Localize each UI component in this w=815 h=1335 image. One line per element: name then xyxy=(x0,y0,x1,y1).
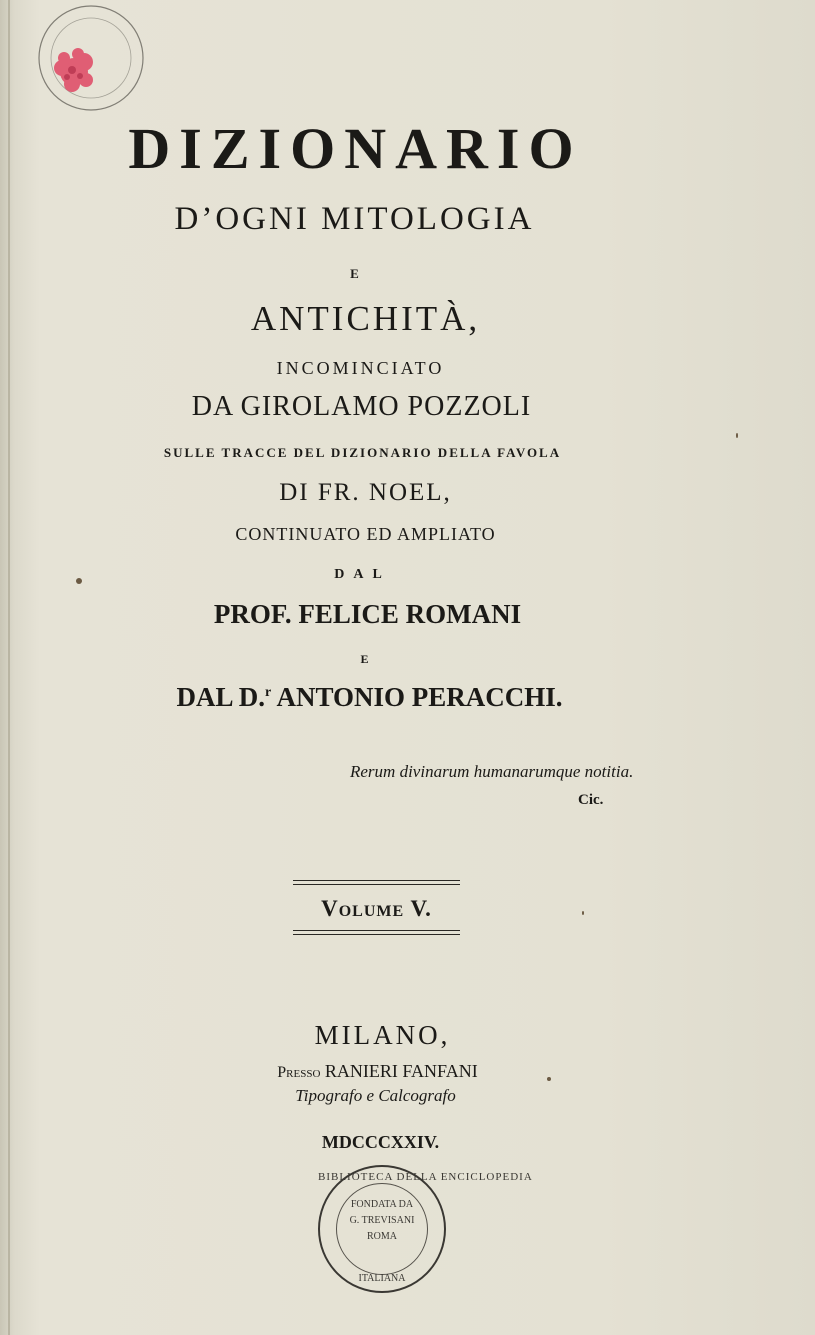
conjunction-e-1: E xyxy=(350,266,361,281)
library-stamp-top-icon xyxy=(32,2,150,114)
stamp-line-3: ROMA xyxy=(366,1231,397,1242)
volume-label: Volume V. xyxy=(321,896,432,921)
source-line: SULLE TRACCE DEL DIZIONARIO DELLA FAVOLA xyxy=(163,445,562,460)
author-peracchi-sup: r xyxy=(265,685,272,700)
stamp-line-1: FONDATA DA xyxy=(350,1199,414,1210)
stamp-line-2: G. TREVISANI xyxy=(349,1215,415,1226)
double-rule-bottom xyxy=(293,930,460,935)
continued-line: CONTINUATO ED AMPLIATO xyxy=(235,524,496,544)
stamp-inner-ring xyxy=(336,1183,428,1275)
publisher-prefix: Presso xyxy=(277,1064,321,1081)
incominciato-line: INCOMINCIATO xyxy=(276,358,445,378)
paper-speck xyxy=(76,578,82,584)
stamp-ring-text: BIBLIOTECA DELLA ENCICLOPEDIA xyxy=(318,1171,533,1183)
epigraph-source: Cic. xyxy=(578,792,604,808)
author-peracchi-name: ANTONIO PERACCHI. xyxy=(271,682,563,712)
publisher-role: Tipografo e Calcografo xyxy=(295,1086,456,1105)
paper-speck xyxy=(547,1077,551,1081)
epigraph: Rerum divinarum humanarumque notitia. xyxy=(350,762,634,781)
library-stamp-bottom xyxy=(318,1165,533,1293)
stamp-line-4: ITALIANA xyxy=(358,1273,406,1284)
publisher-line xyxy=(0,1062,785,1081)
place-of-publication: MILANO, xyxy=(314,1020,451,1050)
book-title: DIZIONARIO xyxy=(128,116,583,181)
author-peracchi xyxy=(0,684,777,711)
author-pozzoli: DA GIROLAMO POZZOLI xyxy=(191,391,532,422)
conjunction-e-2: E xyxy=(360,652,371,666)
author-peracchi-prefix: DAL D. xyxy=(176,682,265,712)
subtitle-line-1: D’OGNI MITOLOGIA xyxy=(174,201,535,237)
author-noel: DI FR. NOEL, xyxy=(279,479,452,506)
dal-line: DAL xyxy=(334,567,391,582)
publisher-name: RANIERI FANFANI xyxy=(320,1061,478,1081)
author-romani: PROF. FELICE ROMANI xyxy=(213,599,522,629)
paper-speck xyxy=(582,911,584,915)
paper-speck xyxy=(736,433,738,438)
publication-year: MDCCCXXIV. xyxy=(321,1132,440,1152)
double-rule-top xyxy=(293,880,460,885)
subtitle-line-2: ANTICHITÀ, xyxy=(250,299,481,338)
